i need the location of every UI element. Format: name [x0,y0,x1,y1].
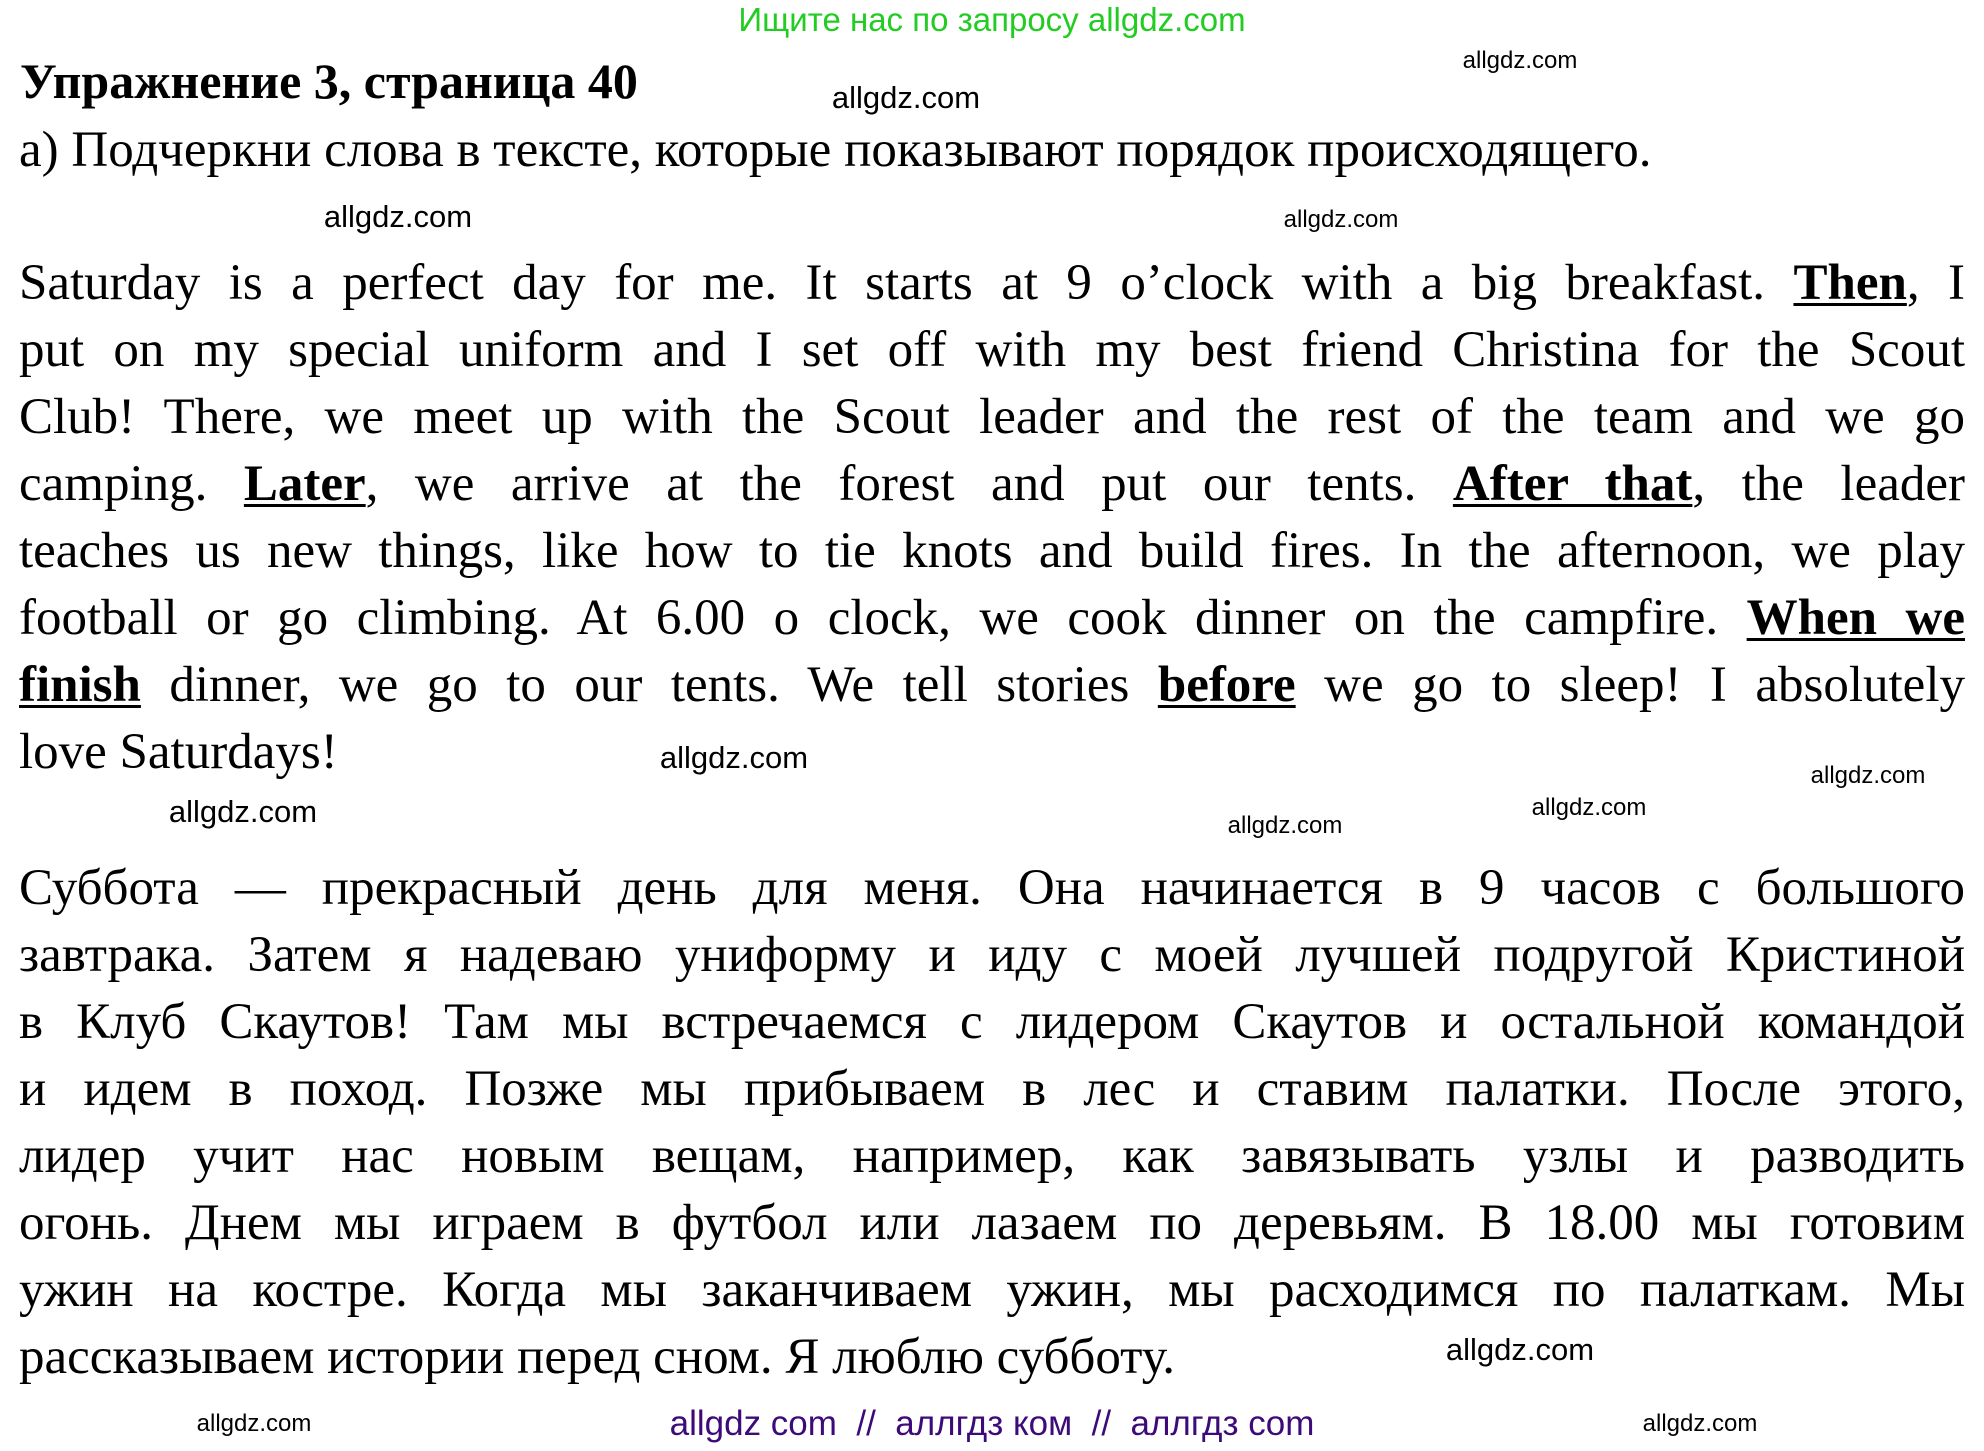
watermark: allgdz.com [196,1410,312,1437]
underlined-sequence-word: Later [243,456,366,512]
text-line [19,253,1965,313]
text-line [19,320,1965,380]
text-segment: love Saturdays! [19,724,338,780]
watermark: allgdz.com [1531,794,1647,821]
watermark: allgdz.com [1642,1410,1758,1437]
text-segment: teaches us new things, like how to tie knots and build fires. In the afternoon, we play [19,523,1965,579]
text-segment: put on my special uniform and I set off with my best friend Christina for the Scout [19,322,1965,378]
text-line: огонь. Днем мы играем в футбол или лазаем по деревьям. В 18.00 мы готовим [19,1195,1965,1251]
text-line: Суббота — прекрасный день для меня. Она начинается в 9 часов с большого [19,860,1965,916]
text-line: в Клуб Скаутов! Там мы встречаемся с лидером Скаутов и остальной командой [19,994,1965,1050]
text-segment: Club! There, we meet up with the Scout leader and the rest of the team and we go [19,389,1965,445]
text-segment: football or go climbing. At 6.00 o clock, we cook dinner on the campfire. [19,590,1747,646]
top-banner: Ищите нас по запросу allgdz.com [738,1,1246,38]
text-line [19,454,1965,514]
text-line: завтрака. Затем я надеваю униформу и иду с моей лучшей подругой Кристиной [19,927,1965,983]
text-segment: Saturday is a perfect day for me. It starts at 9 o’clock with a big breakfast. [19,255,1794,311]
exercise-instruction: a) Подчеркни слова в тексте, которые показывают порядок происходящего. [19,122,1652,178]
text-line: рассказываем истории перед сном. Я люблю субботу. [19,1329,1175,1385]
watermark: allgdz.com [659,740,809,775]
text-line [19,387,1965,447]
text-line [19,588,1965,648]
exercise-title: Упражнение 3, страница 40 [20,53,638,109]
footer-watermark: allgdz com // аллгдз ком // аллгдз com [669,1404,1315,1443]
underlined-sequence-word: After that [1452,456,1693,512]
watermark: allgdz.com [1445,1332,1595,1367]
text-line: лидер учит нас новым вещам, например, как завязывать узлы и разводить [19,1128,1965,1184]
text-line [19,722,338,782]
underlined-sequence-word: Then [1793,255,1907,311]
text-line: и идем в поход. Позже мы прибываем в лес и ставим палатки. После этого, [19,1061,1965,1117]
watermark: allgdz.com [1283,206,1399,233]
text-segment: , the leader [1692,456,1965,512]
text-line: ужин на костре. Когда мы заканчиваем ужин, мы расходимся по палаткам. Мы [19,1262,1965,1318]
watermark: allgdz.com [1462,47,1578,74]
text-segment: , I [1906,255,1965,311]
text-segment: camping. [19,456,244,512]
watermark: allgdz.com [323,199,473,234]
watermark: allgdz.com [831,80,981,115]
underlined-sequence-word: finish [19,657,141,713]
text-line [19,655,1965,715]
underlined-sequence-word: before [1157,657,1296,713]
watermark: allgdz.com [168,794,318,829]
text-segment: dinner, we go to our tents. We tell stories [140,657,1158,713]
underlined-sequence-word: When we [1746,590,1965,646]
text-segment: , we arrive at the forest and put our tents. [365,456,1453,512]
text-line [19,521,1965,581]
text-segment: we go to sleep! I absolutely [1295,657,1965,713]
watermark: allgdz.com [1227,812,1343,839]
watermark: allgdz.com [1810,762,1926,789]
